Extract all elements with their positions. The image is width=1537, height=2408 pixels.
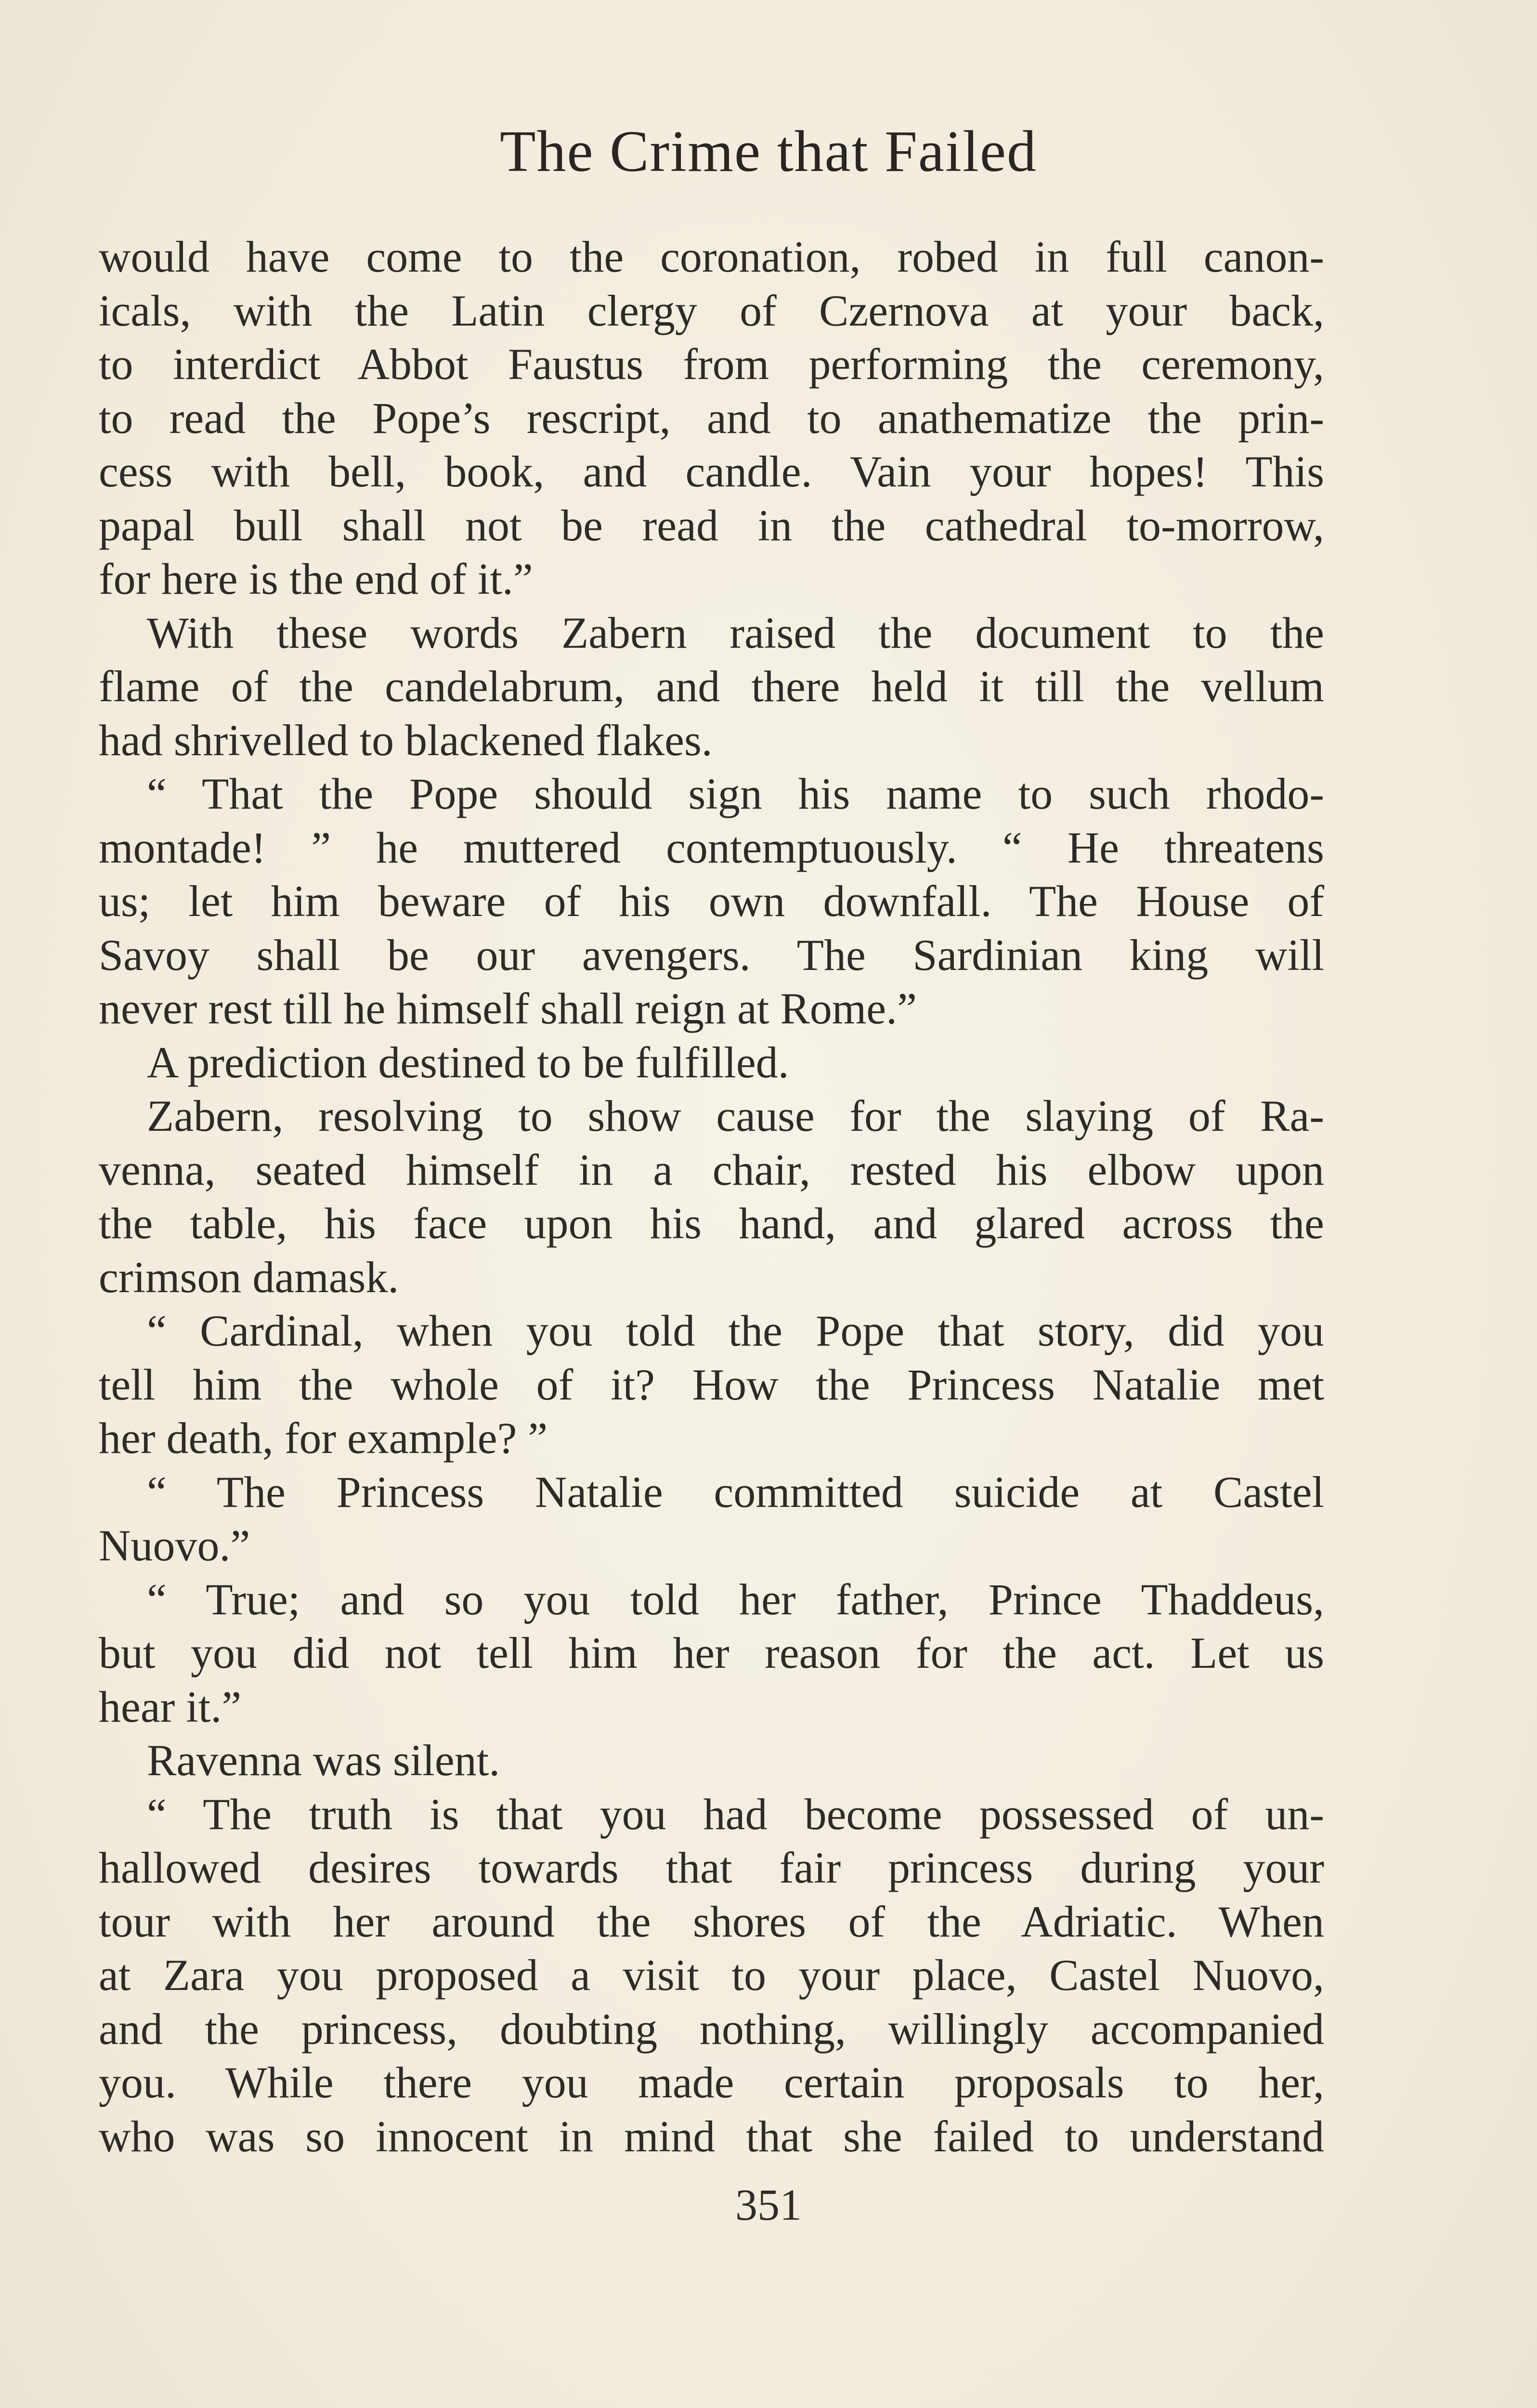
text-line: the table, his face upon his hand, and glared across the <box>99 1199 1324 1248</box>
text-line: her death, for example? ” <box>99 1413 548 1463</box>
text-line: papal bull shall not be read in the cathedral to-morrow, <box>99 500 1324 550</box>
text-line: to interdict Abbot Faustus from performing the ceremony, <box>99 340 1324 389</box>
text-line: us; let him beware of his own downfall. The House of <box>99 877 1324 926</box>
text-line: “ The truth is that you had become possessed of un- <box>147 1789 1324 1839</box>
text-line: Ravenna was silent. <box>147 1736 500 1785</box>
text-line: at Zara you proposed a visit to your place, Castel Nuovo, <box>99 1950 1324 2000</box>
text-line: crimson damask. <box>99 1252 399 1302</box>
text-line: hallowed desires towards that fair princess during your <box>99 1843 1324 1892</box>
text-line: A prediction destined to be fulfilled. <box>147 1037 789 1087</box>
text-line: tour with her around the shores of the Adriatic. When <box>99 1897 1324 1946</box>
text-line: never rest till he himself shall reign at Rome.” <box>99 984 917 1033</box>
page-number: 351 <box>735 2180 802 2229</box>
text-line: would have come to the coronation, robed in full canon- <box>99 232 1324 281</box>
text-line: montade! ” he muttered contemptuously. “ He threatens <box>99 823 1324 872</box>
text-line: hear it.” <box>99 1682 242 1731</box>
text-line: venna, seated himself in a chair, rested his elbow upon <box>99 1145 1324 1194</box>
text-line: Zabern, resolving to show cause for the slaying of Ra- <box>147 1091 1324 1140</box>
text-line: but you did not tell him her reason for the act. Let us <box>99 1628 1324 1677</box>
text-line: “ Cardinal, when you told the Pope that story, did you <box>147 1306 1324 1355</box>
text-line: Nuovo.” <box>99 1521 250 1570</box>
text-line: Savoy shall be our avengers. The Sardinian king will <box>99 930 1324 980</box>
text-line: icals, with the Latin clergy of Czernova at your back, <box>99 286 1324 335</box>
text-line: flame of the candelabrum, and there held it till the vellum <box>99 662 1324 711</box>
text-line: and the princess, doubting nothing, willingly accompanied <box>99 2004 1324 2054</box>
text-line: “ That the Pope should sign his name to such rhodo- <box>147 769 1324 818</box>
text-line: you. While there you made certain proposals to her, <box>99 2058 1324 2107</box>
running-head: The Crime that Failed <box>500 119 1037 184</box>
body-text <box>99 230 1324 2163</box>
text-line: for here is the end of it.” <box>99 554 533 603</box>
text-line: to read the Pope’s rescript, and to anathematize the prin- <box>99 393 1324 443</box>
text-line: cess with bell, book, and candle. Vain your hopes! This <box>99 447 1324 496</box>
text-line: “ True; and so you told her father, Prince Thaddeus, <box>147 1574 1324 1624</box>
text-line: who was so innocent in mind that she failed to understand <box>99 2111 1324 2161</box>
text-line: With these words Zabern raised the document to the <box>147 608 1324 657</box>
text-line: “ The Princess Natalie committed suicide at Castel <box>147 1467 1324 1517</box>
text-line: tell him the whole of it? How the Princess Natalie met <box>99 1360 1324 1409</box>
text-line: had shrivelled to blackened flakes. <box>99 715 713 765</box>
